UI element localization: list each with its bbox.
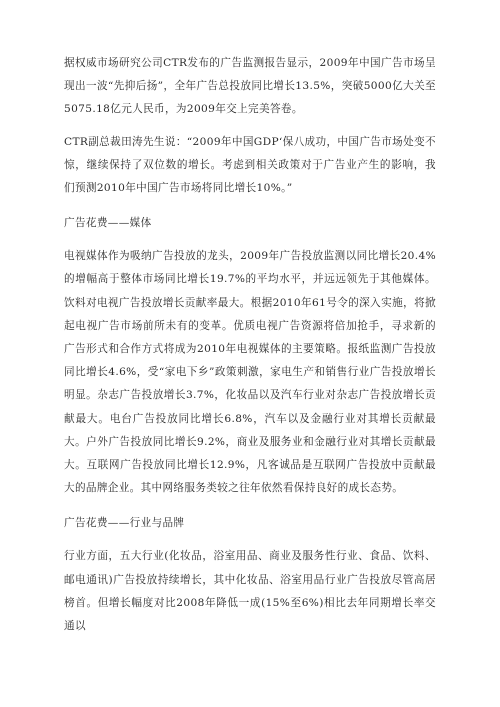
paragraph-media-spending: 电视媒体作为吸纳广告投放的龙头，2009年广告投放监测以同比增长20.4%的增幅高于整体市场同比增长19.7%的平均水平，并远远领先于其他媒体。饮料对电视广告投放增长贡献率最大。根据2010年61号令的深入实施，将掀起电视广告市场前所未有的变革。优质电视广告资源将倍加抢手，寻求新的广告形式和合作方式将成为2010年电视媒体的主要策略。报纸监测广告投放同比增长4.6%，受“家电下乡”政策刺激，家电生产和销售行业广告投放增长明显。杂志广告投放增长3.7%，化妆品以及汽车行业对杂志广告投放增长贡献最大。电台广告投放同比增长6.8%，汽车以及金融行业对其增长贡献最大。户外广告投放同比增长9.2%，商业及服务业和金融行业对其增长贡献最大。互联网广告投放同比增长12.9%，凡客诚品是互联网广告投放中贡献最大的品牌企业。其中网络服务类较之往年依然看保持良好的成长态势。: [64, 250, 436, 495]
section-heading-industry-brand: 广告花费——行业与品牌: [64, 517, 185, 530]
section-heading-media: 广告花费——媒体: [64, 217, 152, 230]
document-page: [64, 52, 436, 638]
paragraph-ctr-quote: CTR副总裁田涛先生说：“2009年中国GDP‘保八成功，中国广告市场处变不惊，继续保持了双位数的增长。考虑到相关政策对于广告业产生的影响，我们预测2010年中国广告市场将同比增长10%。”: [64, 135, 436, 195]
paragraph-ctr-report: 据权威市场研究公司CTR发布的广告监测报告显示，2009年中国广告市场呈现出一波“先抑后扬”，全年广告总投放同比增长13.5%，突破5000亿大关至5075.18亿元人民币，为2009年交上完美答卷。: [64, 57, 436, 116]
paragraph-industry-spending: 行业方面，五大行业(化妆品，浴室用品、商业及服务性行业、食品、饮料、邮电通讯)广告投放持续增长，其中化妆品、浴室用品行业广告投放尽管高居榜首。但增长幅度对比2008年降低一成(15%至6%)相比去年同期增长率交通以: [64, 550, 436, 633]
